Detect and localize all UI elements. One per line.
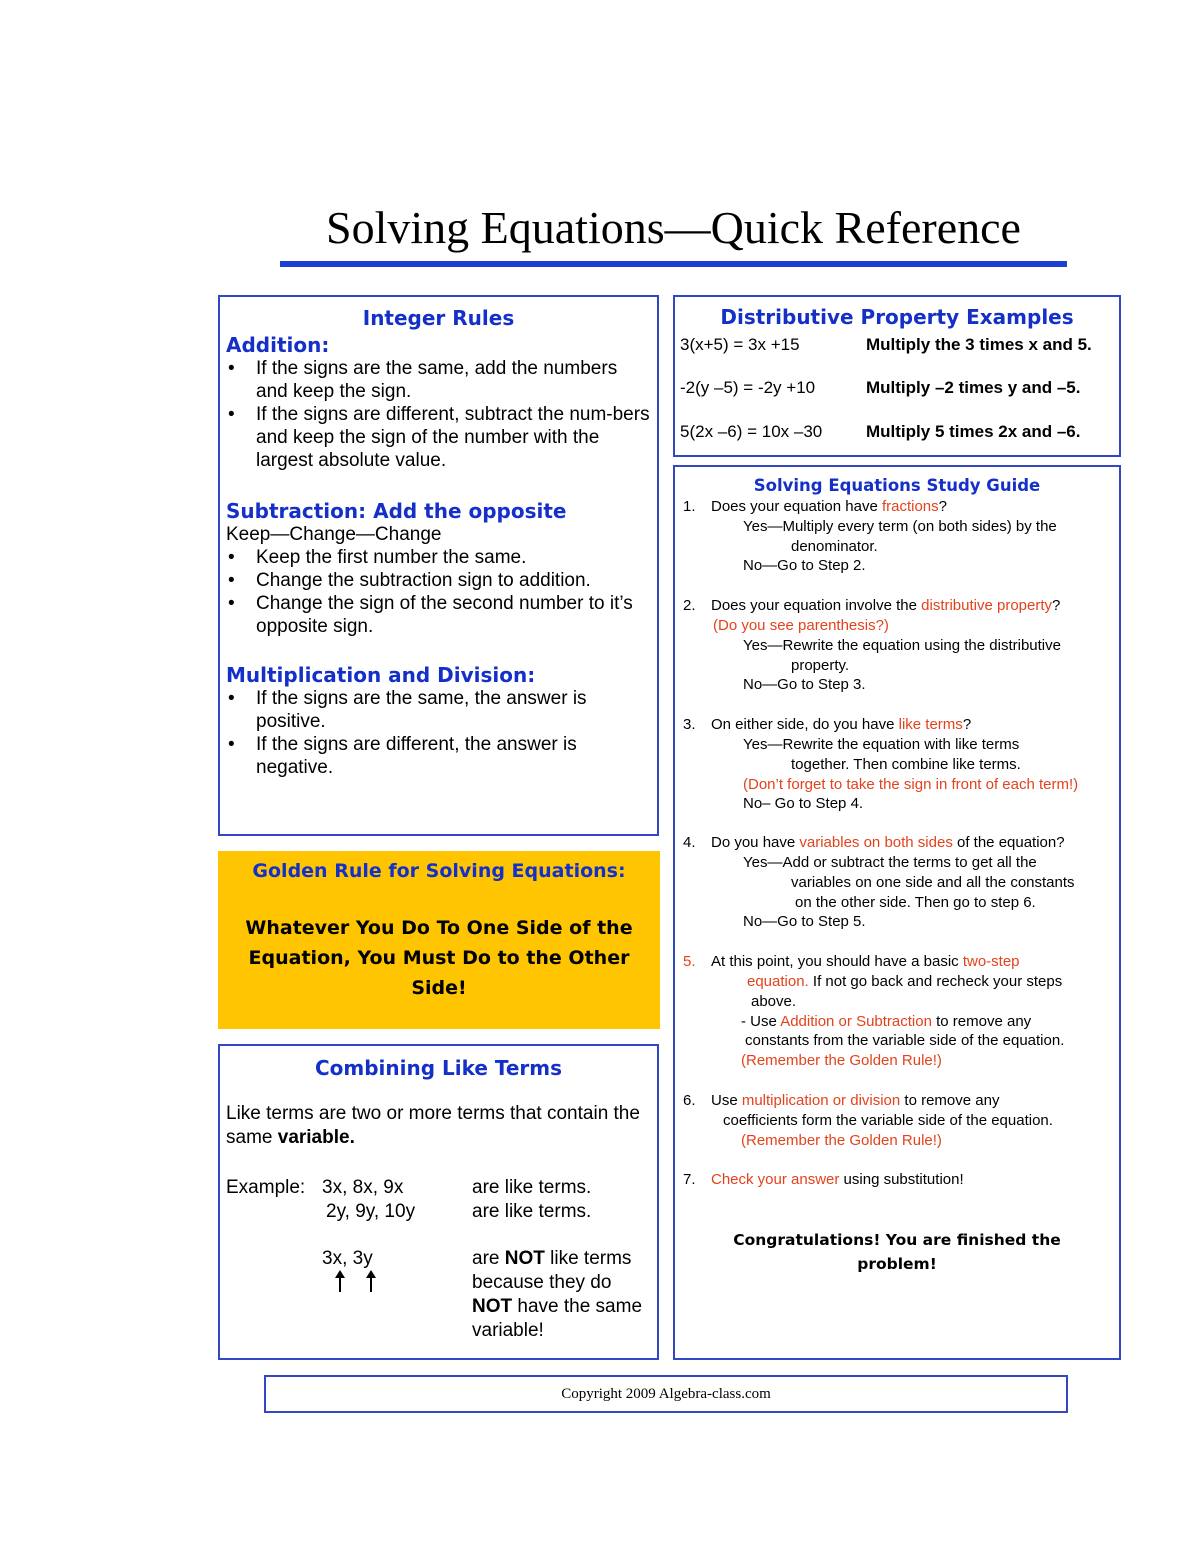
distributive-title: Distributive Property Examples xyxy=(720,305,1074,329)
arrows-up-icon xyxy=(330,1268,380,1294)
combining-title: Combining Like Terms xyxy=(314,1056,563,1080)
equation: 3(x+5) = 3x +15 xyxy=(680,335,800,354)
subtraction-list xyxy=(226,546,651,638)
study-step xyxy=(679,1170,1115,1190)
desc-part: have the same variable! xyxy=(472,1296,643,1341)
step-highlight: two-step xyxy=(962,953,1020,971)
step-number: 7. xyxy=(683,1171,696,1189)
step-number: 5. xyxy=(683,953,696,971)
equation-explanation: Multiply the 3 times x and 5. xyxy=(866,335,1092,354)
example-terms: 2y, 9y, 10y xyxy=(326,1201,416,1222)
integer-rules-box xyxy=(218,295,659,836)
step-text: to remove any xyxy=(931,1012,1032,1030)
example-desc: are like terms. xyxy=(472,1201,592,1222)
step-highlight: variables on both sides xyxy=(799,834,953,852)
step-text: On either side, do you have xyxy=(711,716,899,734)
step-highlight: multiplication or division xyxy=(741,1091,901,1109)
step-note: (Remember the Golden Rule!) xyxy=(741,1131,942,1149)
congratulations-message: Congratulations! You are finished the problem! xyxy=(733,1231,1061,1274)
step-highlight: equation. xyxy=(747,972,809,990)
step-number: 6. xyxy=(683,1091,696,1109)
combining-definition xyxy=(226,1102,651,1150)
equation: -2(y –5) = -2y +10 xyxy=(680,378,816,397)
step-text: to remove any xyxy=(900,1091,1000,1109)
desc-part: like terms because they do xyxy=(472,1248,632,1293)
example-label: Example: xyxy=(226,1177,306,1198)
example-terms: 3x, 8x, 9x xyxy=(322,1177,404,1198)
step-text: ? xyxy=(1052,597,1061,615)
step-number: 3. xyxy=(683,716,696,734)
addition-heading: Addition: xyxy=(226,333,330,357)
list-item: • Change the subtraction sign to addition. xyxy=(226,569,651,592)
step-number: 1. xyxy=(683,498,696,515)
study-step xyxy=(679,833,1115,932)
yes-branch-cont: together. Then combine like terms. xyxy=(791,755,1021,773)
example-desc: are like terms. xyxy=(472,1177,592,1198)
step-text: constants from the variable side of the equation. xyxy=(745,1032,1065,1050)
list-item: • If the signs are the same, the answer is positive. xyxy=(226,687,651,733)
yes-branch: Yes—Add or subtract the terms to get all the xyxy=(743,853,1037,871)
page-title: Solving Equations—Quick Reference xyxy=(326,202,1021,253)
study-step xyxy=(679,596,1115,695)
step-highlight: Check your answer xyxy=(711,1171,840,1189)
yes-branch: Yes—Rewrite the equation with like terms xyxy=(743,735,1020,753)
list-item: • If the signs are different, subtract the num-bers and keep the sign of the number with the largest absolute value. xyxy=(226,403,651,472)
golden-rule-body: Whatever You Do To One Side of the Equation, You Must Do to the Other Side! xyxy=(245,917,633,999)
list-item: • Keep the first number the same. xyxy=(226,546,651,569)
step-text: of the equation? xyxy=(952,834,1065,852)
step-text: using substitution! xyxy=(839,1171,964,1189)
yes-branch: Yes—Rewrite the equation using the distributive xyxy=(743,636,1061,654)
step-highlight: (Do you see parenthesis?) xyxy=(713,616,889,634)
no-branch: No—Go to Step 3. xyxy=(743,676,866,694)
step-number: 2. xyxy=(683,597,696,615)
yes-branch-cont: on the other side. Then go to step 6. xyxy=(795,893,1036,911)
yes-branch: Yes—Multiply every term (on both sides) by the xyxy=(743,517,1057,535)
yes-branch-cont: variables on one side and all the constants xyxy=(791,873,1075,891)
study-step xyxy=(679,715,1115,814)
golden-rule-title: Golden Rule for Solving Equations: xyxy=(252,860,626,882)
step-text: ? xyxy=(938,498,947,515)
step-text: Does your equation have xyxy=(711,498,882,515)
desc-bold: NOT xyxy=(472,1296,513,1317)
step-text: Use xyxy=(711,1091,742,1109)
study-step xyxy=(679,1091,1115,1150)
step-text: Do you have xyxy=(711,834,800,852)
list-item: • If the signs are different, the answer is negative. xyxy=(226,733,651,779)
equation: 5(2x –6) = 10x –30 xyxy=(680,422,823,441)
step-note: (Remember the Golden Rule!) xyxy=(741,1052,942,1070)
definition-bold: variable. xyxy=(277,1127,355,1148)
no-branch: No– Go to Step 4. xyxy=(743,795,864,813)
list-item: • If the signs are the same, add the numbers and keep the sign. xyxy=(226,357,651,403)
step-text: ? xyxy=(962,716,972,734)
step-highlight: Addition or Subtraction xyxy=(780,1012,932,1030)
step-text: Does your equation involve the xyxy=(711,597,922,615)
equation-explanation: Multiply 5 times 2x and –6. xyxy=(866,422,1081,441)
step-note: (Don’t forget to take the sign in front of each term!) xyxy=(743,775,1079,793)
example-terms: 3x, 3y xyxy=(322,1248,373,1269)
yes-branch-cont: property. xyxy=(791,656,850,674)
desc-part: are xyxy=(472,1248,505,1269)
multiplication-list xyxy=(226,687,651,779)
study-step xyxy=(679,952,1115,1071)
definition-text: Like terms are two or more terms that contain the same xyxy=(226,1103,640,1148)
golden-rule-box xyxy=(218,851,660,1029)
desc-bold: NOT xyxy=(504,1248,545,1269)
step-text: coefficients form the variable side of the equation. xyxy=(723,1111,1053,1129)
equation-explanation: Multiply –2 times y and –5. xyxy=(866,378,1081,397)
combining-like-terms-box xyxy=(218,1044,659,1360)
study-step xyxy=(679,497,1115,576)
study-guide-box xyxy=(673,465,1121,1360)
subtraction-heading: Subtraction: Add the opposite xyxy=(226,499,567,523)
no-branch: No—Go to Step 2. xyxy=(743,557,866,575)
addition-list xyxy=(226,357,651,472)
step-text: At this point, you should have a basic xyxy=(711,953,963,971)
step-text: If not go back and recheck your steps xyxy=(808,972,1063,990)
step-highlight: like terms xyxy=(898,716,963,734)
copyright-footer: Copyright 2009 Algebra-class.com xyxy=(264,1375,1068,1413)
list-item: • Change the sign of the second number to it’s opposite sign. xyxy=(226,592,651,638)
example-not-like-desc xyxy=(472,1247,652,1343)
distributive-property-box xyxy=(673,295,1121,457)
step-highlight: fractions xyxy=(881,498,939,515)
subtraction-subheading: Keep—Change—Change xyxy=(226,524,442,545)
yes-branch-cont: denominator. xyxy=(791,537,878,555)
step-highlight: distributive property xyxy=(921,597,1053,615)
integer-rules-title: Integer Rules xyxy=(362,306,515,330)
study-guide-title: Solving Equations Study Guide xyxy=(753,476,1041,495)
step-text: - Use xyxy=(741,1012,781,1030)
step-text: above. xyxy=(751,992,797,1010)
step-number: 4. xyxy=(683,834,696,852)
multiplication-heading: Multiplication and Division: xyxy=(226,663,536,687)
no-branch: No—Go to Step 5. xyxy=(743,913,866,931)
title-underline xyxy=(280,261,1067,267)
